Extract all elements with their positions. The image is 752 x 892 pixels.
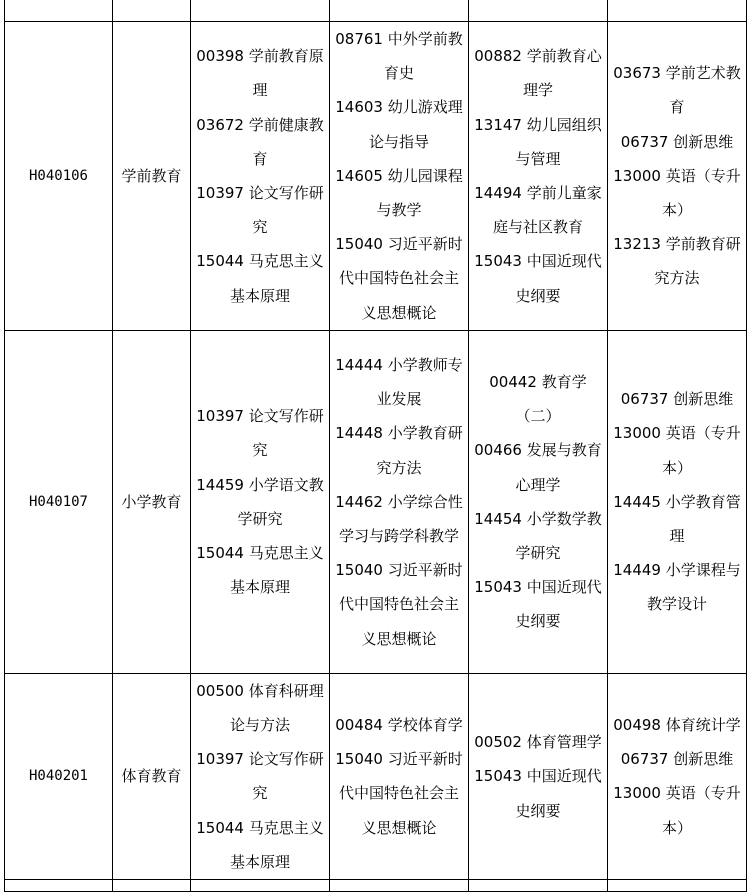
course-item: 14448 小学教育研究方法	[335, 424, 463, 477]
course-cell	[330, 22, 469, 331]
major-code: H040201	[5, 673, 113, 879]
course-item: 14494 学前儿童家庭与社区教育	[474, 183, 602, 237]
course-cell	[608, 22, 747, 331]
major-code: H040106	[5, 22, 113, 331]
course-cell	[191, 673, 330, 879]
course-cell	[330, 330, 469, 673]
course-item: 00502 体育管理学	[474, 733, 602, 752]
course-item: 08761 中外学前教育史	[335, 30, 463, 83]
course-item: 00466 发展与教育心理学	[474, 441, 602, 494]
course-cell	[469, 22, 608, 331]
course-item: 15044 马克思主义基本原理	[196, 252, 324, 305]
course-cell	[191, 330, 330, 673]
course-item: 15040 习近平新时代中国特色社会主义思想概论	[335, 750, 463, 837]
major-name: 体育教育	[113, 673, 191, 879]
table-row-partial-top	[5, 0, 747, 22]
course-item: 15040 习近平新时代中国特色社会主义思想概论	[335, 235, 463, 322]
course-item: 03672 学前健康教育	[196, 115, 324, 168]
major-name: 学前教育	[113, 22, 191, 331]
course-item: 10397 论文写作研究	[196, 407, 324, 460]
course-item: 00398 学前教育原理	[196, 47, 324, 100]
course-cell	[608, 330, 747, 673]
course-item: 13213 学前教育研究方法	[613, 235, 741, 288]
course-item: 15043 中国近现代史纲要	[474, 578, 602, 631]
course-item: 03673 学前艺术教育	[613, 64, 741, 117]
course-item: 14445 小学教育管理	[613, 492, 741, 545]
table-row	[5, 330, 747, 673]
course-cell	[469, 330, 608, 673]
course-item: 10397 论文写作研究	[196, 183, 324, 237]
course-item: 14454 小学数学教学研究	[474, 509, 602, 563]
course-item: 15043 中国近现代史纲要	[474, 767, 602, 820]
course-cell	[608, 673, 747, 879]
course-item: 13147 幼儿园组织与管理	[474, 115, 602, 168]
course-item: 15043 中国近现代史纲要	[474, 252, 602, 305]
course-item: 00882 学前教育心理学	[474, 47, 602, 100]
course-item: 00498 体育统计学	[613, 716, 741, 735]
course-item: 13000 英语（专升本）	[613, 424, 741, 477]
course-table	[4, 0, 747, 892]
table-row-partial-bottom	[5, 880, 747, 892]
course-item: 15044 马克思主义基本原理	[196, 544, 324, 597]
course-item: 00484 学校体育学	[335, 716, 463, 735]
table-row	[5, 22, 747, 331]
course-item: 00500 体育科研理论与方法	[196, 681, 324, 735]
course-item: 06737 创新思维	[620, 390, 734, 409]
course-item: 15040 习近平新时代中国特色社会主义思想概论	[335, 561, 463, 648]
course-item: 14459 小学语文教学研究	[196, 475, 324, 528]
course-cell	[330, 673, 469, 879]
course-item: 14603 幼儿游戏理论与指导	[335, 98, 463, 151]
course-item: 06737 创新思维	[620, 132, 734, 151]
table-row	[5, 673, 747, 879]
course-item: 00442 教育学（二）	[489, 373, 587, 426]
course-item: 13000 英语（专升本）	[613, 784, 741, 837]
course-item: 15044 马克思主义基本原理	[196, 818, 324, 871]
major-code: H040107	[5, 330, 113, 673]
course-cell	[191, 22, 330, 331]
course-cell	[469, 673, 608, 879]
course-item: 14444 小学教师专业发展	[335, 355, 463, 409]
major-name: 小学教育	[113, 330, 191, 673]
course-item: 14462 小学综合性学习与跨学科教学	[335, 492, 463, 545]
course-item: 06737 创新思维	[620, 750, 734, 769]
course-item: 14605 幼儿园课程与教学	[335, 166, 463, 220]
course-item: 14449 小学课程与教学设计	[613, 561, 741, 614]
course-item: 10397 论文写作研究	[196, 750, 324, 803]
course-item: 13000 英语（专升本）	[613, 166, 741, 220]
